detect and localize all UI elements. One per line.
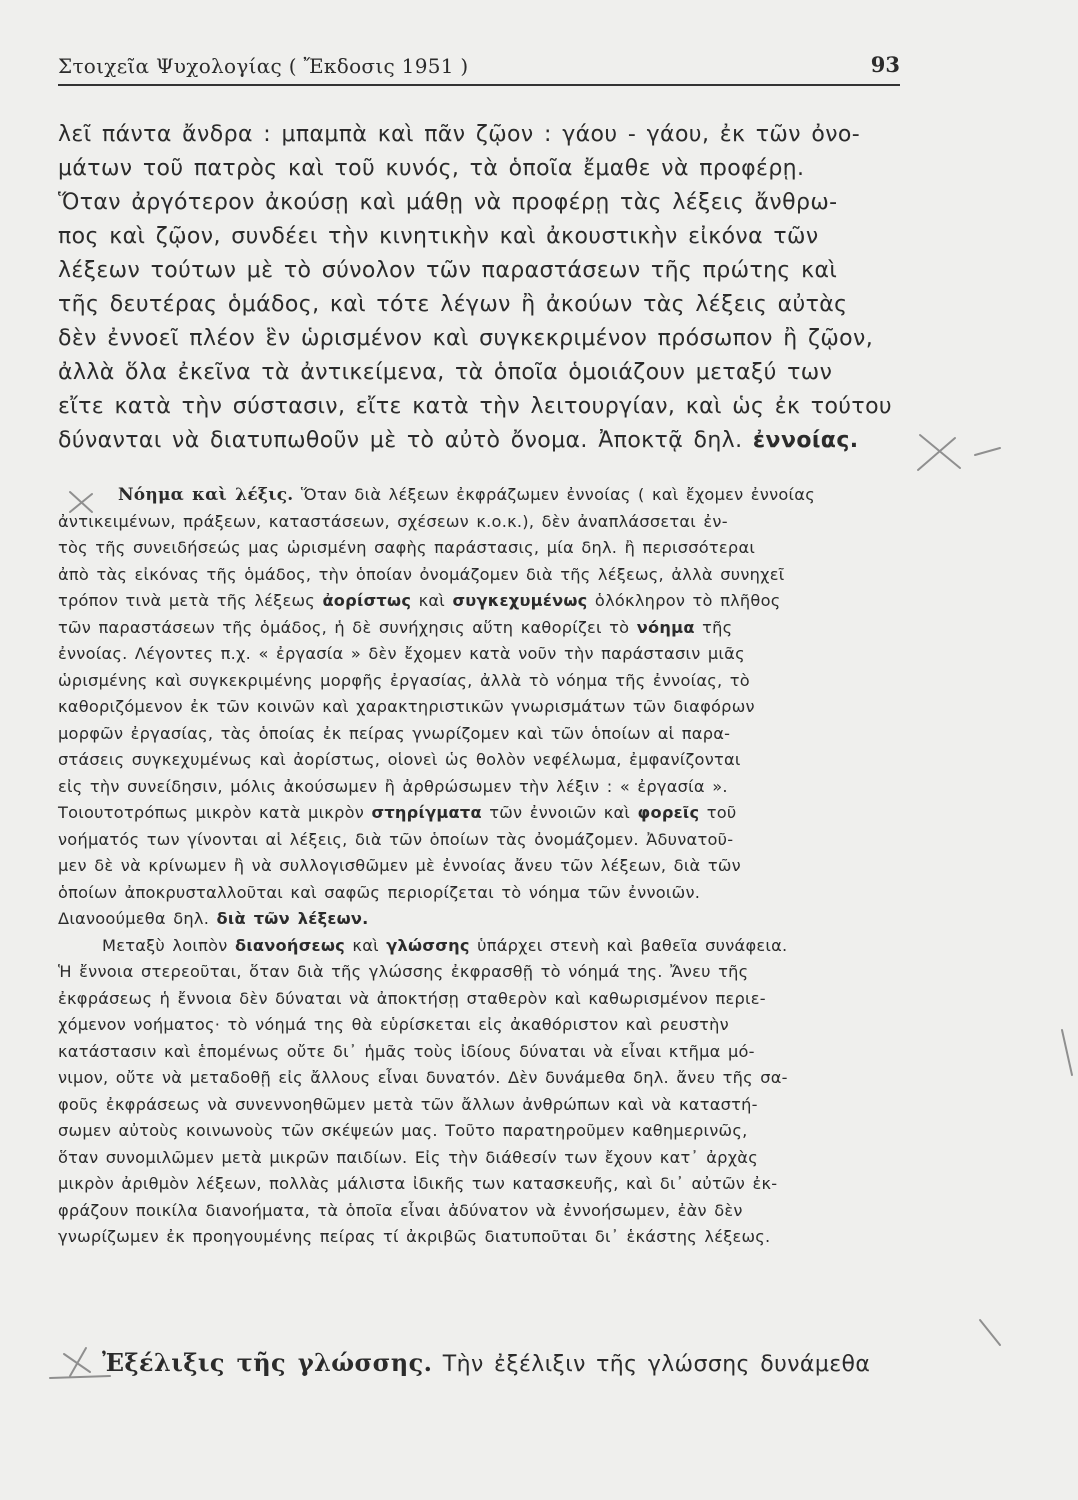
text-line: τῆς δευτέρας ὁμάδος, καὶ τότε λέγων ἢ ἀκούων τὰς λέξεις αὐτὰς	[58, 292, 848, 317]
text-segment: Ὅταν διὰ λέξεων ἐκφράζωμεν ἐννοίας ( καὶ ἔχομεν ἐννοίας	[300, 485, 815, 504]
text-line: μικρὸν ἀριθμὸν λέξεων, πολλὰς μάλιστα ἰδικῆς των κατασκευῆς, καὶ δι᾽ αὐτῶν ἐκ-	[58, 1174, 778, 1193]
text-segment: τρόπον τινὰ μετὰ τῆς λέξεως	[58, 591, 316, 610]
text-line: ἀντικειμένων, πράξεων, καταστάσεων, σχέσεων κ.ο.κ.), δὲν ἀναπλάσσεται ἐν-	[58, 511, 728, 531]
text-line: δὲν ἐννοεῖ πλέον ἓν ὡρισμένον καὶ συγκεκριμένον πρόσωπον ἢ ζῷον,	[58, 326, 874, 351]
text-line: νιμον, οὔτε νὰ μεταδοθῇ εἰς ἄλλους εἶναι δυνατόν. Δὲν δυνάμεθα δηλ. ἄνευ τῆς σα-	[58, 1068, 788, 1087]
section-heading: Νόημα καὶ λέξις.	[118, 485, 294, 505]
text-segment: τοῦ	[706, 803, 737, 822]
text-segment: τῆς	[702, 617, 733, 637]
text-line: Ὅταν ἀργότερον ἀκούσῃ καὶ μάθῃ νὰ προφέρῃ τὰς λέξεις ἄνθρω-	[58, 190, 838, 215]
text-line: κατάστασιν καὶ ἑπομένως οὔτε δι᾽ ἡμᾶς τοὺς ἰδίους δύναται νὰ εἶναι κτῆμα μό-	[58, 1041, 755, 1061]
text-line: λεῖ πάντα ἄνδρα : μπαμπὰ καὶ πᾶν ζῷον : γάου - γάου, ἐκ τῶν ὀνο-	[58, 122, 861, 147]
text-line: Ἡ ἔννοια στερεοῦται, ὅταν διὰ τῆς γλώσσης ἐκφρασθῇ τὸ νόημά της. Ἄνευ τῆς	[58, 962, 749, 981]
section-heading: Ἐξέλιξις τῆς γλώσσης.	[102, 1348, 433, 1377]
text-line: ἐννοίας. Λέγοντες π.χ. « ἐργασία » δὲν ἔχομεν κατὰ νοῦν τὴν παράστασιν μιᾶς	[58, 644, 745, 663]
text-line: ἐκφράσεως ἡ ἔννοια δὲν δύναται νὰ ἀποκτήσῃ σταθερὸν καὶ καθωρισμένον περιε-	[58, 988, 766, 1008]
text-line: λέξεων τούτων μὲ τὸ σύνολον τῶν παραστάσεων τῆς πρώτης καὶ	[58, 258, 838, 283]
text-line: φράζουν ποικίλα διανοήματα, τὰ ὁποῖα εἶναι ἀδύνατον νὰ ἐννοήσωμεν, ἐὰν δὲν	[58, 1200, 743, 1220]
bold-term: συγκεχυμένως	[452, 591, 588, 610]
text-line: ἀλλὰ ὅλα ἐκεῖνα τὰ ἀντικείμενα, τὰ ὁποῖα ὁμοιάζουν μεταξύ των	[58, 360, 833, 385]
text-line: σωμεν αὐτοὺς κοινωνοὺς τῶν σκέψεών μας. Τοῦτο παρατηροῦμεν καθημερινῶς,	[58, 1121, 748, 1140]
text-segment: τῶν ἐννοιῶν καὶ	[489, 803, 631, 822]
pencil-mark	[70, 1348, 86, 1376]
text-segment: Μεταξὺ λοιπὸν	[102, 935, 228, 955]
text-line: ὁποίων ἀποκρυσταλλοῦται καὶ σαφῶς περιορίζεται τὸ νόημα τῶν ἐννοιῶν.	[58, 882, 701, 902]
text-segment: ὑπάρχει στενὴ καὶ βαθεῖα συνάφεια.	[477, 935, 788, 955]
text-line: πος καὶ ζῷον, συνδέει τὴν κινητικὴν καὶ ἀκουστικὴν εἰκόνα τῶν	[58, 224, 819, 249]
text-line: στάσεις συγκεχυμένως καὶ ἀορίστως, οἱονεὶ ὡς θολὸν νεφέλωμα, ἐμφανίζονται	[58, 750, 741, 769]
text-line: ὡρισμένης καὶ συγκεκριμένης μορφῆς ἐργασίας, ἀλλὰ τὸ νόημα τῆς ἐννοίας, τὸ	[58, 670, 750, 690]
bold-term: διανοήσεως	[234, 935, 345, 955]
text-line: καθοριζόμενον ἐκ τῶν κοινῶν καὶ χαρακτηριστικῶν γνωρισμάτων τῶν διαφόρων	[58, 697, 755, 716]
text-line: ὅταν συνομιλῶμεν μετὰ μικρῶν παιδίων. Εἰς τὴν διάθεσίν των ἔχουν κατ᾽ ἀρχὰς	[58, 1147, 758, 1167]
pencil-mark	[975, 448, 1000, 455]
text-line: τὸς τῆς συνειδήσεώς μας ὡρισμένη σαφὴς παράστασις, μία δηλ. ἢ περισσότεραι	[58, 538, 756, 557]
bold-term: διὰ τῶν λέξεων.	[216, 909, 369, 928]
text-line: εἰς τὴν συνείδησιν, μόλις ἀκούσωμεν ἢ ἀρθρώσωμεν τὴν λέξιν : « ἐργασία ».	[58, 776, 728, 796]
text-segment: τῶν παραστάσεων τῆς ὁμάδος, ἡ δὲ συνήχησις αὕτη καθορίζει τὸ	[58, 617, 630, 637]
text-segment: Τοιουτοτρόπως μικρὸν κατὰ μικρὸν	[58, 803, 365, 822]
text-segment: δύνανται νὰ διατυπωθοῦν μὲ τὸ αὐτὸ ὄνομα. Ἀποκτᾷ δηλ.	[58, 428, 743, 453]
bold-term: στηρίγματα	[371, 803, 482, 822]
bold-term: ἐννοίας.	[752, 428, 859, 453]
text-line: μορφῶν ἐργασίας, τὰς ὁποίας ἐκ πείρας γνωρίζομεν καὶ τῶν ὁποίων αἱ παρα-	[58, 723, 731, 743]
bold-term: νόημα	[636, 617, 695, 637]
pencil-mark	[980, 1320, 1000, 1345]
page-number: 93	[870, 52, 900, 77]
bold-term: ἀορίστως	[322, 591, 412, 610]
text-line: μάτων τοῦ πατρὸς καὶ τοῦ κυνός, τὰ ὁποῖα ἔμαθε νὰ προφέρῃ.	[58, 156, 805, 181]
text-segment: καὶ	[352, 935, 379, 955]
text-line: εἴτε κατὰ τὴν σύστασιν, εἴτε κατὰ τὴν λειτουργίαν, καὶ ὡς ἐκ τούτου	[58, 394, 893, 419]
text-segment: ὁλόκληρον τὸ πλῆθος	[594, 591, 781, 610]
header-title: Στοιχεῖα Ψυχολογίας ( Ἔκδοσις 1951 )	[58, 54, 469, 78]
pencil-mark	[1062, 1030, 1072, 1075]
text-line: μεν δὲ νὰ κρίνωμεν ἢ νὰ συλλογισθῶμεν μὲ ἐννοίας ἄνευ τῶν λέξεων, διὰ τῶν	[58, 856, 741, 875]
text-line: ἀπὸ τὰς εἰκόνας τῆς ὁμάδος, τὴν ὁποίαν ὀνομάζομεν διὰ τῆς λέξεως, ἀλλὰ συνηχεῖ	[58, 564, 785, 584]
bold-term: γλώσσης	[386, 935, 470, 955]
pencil-mark	[50, 1376, 110, 1378]
text-line: γνωρίζωμεν ἐκ προηγουμένης πείρας τί ἀκριβῶς διατυποῦται δι᾽ ἑκάστης λέξεως.	[58, 1227, 771, 1246]
text-line: φοῦς ἐκφράσεως νὰ συνεννοηθῶμεν μετὰ τῶν ἄλλων ἀνθρώπων καὶ νὰ καταστή-	[58, 1094, 758, 1114]
pencil-mark	[918, 438, 955, 470]
text-segment: καὶ	[418, 591, 446, 610]
text-line: νοήματός των γίνονται αἱ λέξεις, διὰ τῶν ὁποίων τὰς ὀνομάζομεν. Ἀδυνατοῦ-	[58, 829, 734, 849]
bold-term: φορεῖς	[637, 803, 700, 822]
text-segment: Διανοούμεθα δηλ.	[58, 909, 210, 928]
text-segment: Τὴν ἐξέλιξιν τῆς γλώσσης δυνάμεθα	[442, 1352, 871, 1377]
text-line: χόμενον νοήματος· τὸ νόημά της θὰ εὑρίσκεται εἰς ἀκαθόριστον καὶ ρευστὴν	[58, 1015, 729, 1034]
